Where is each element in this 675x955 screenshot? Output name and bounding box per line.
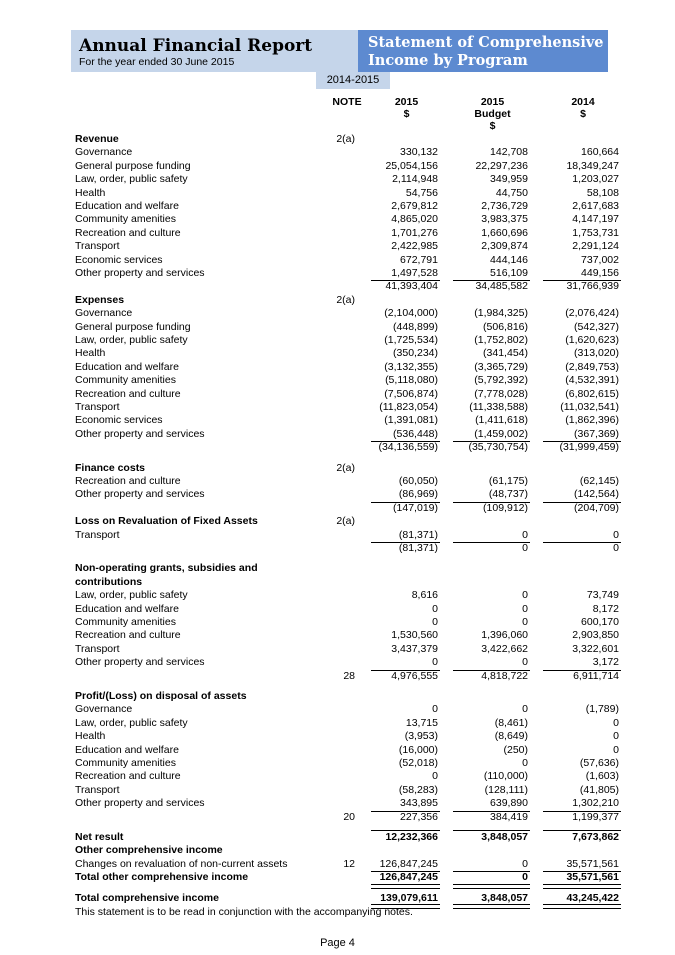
row-value: 1,396,060: [481, 629, 528, 642]
row-value: 3,422,662: [481, 642, 528, 655]
footnote: This statement is to be read in conjunction with the accompanying notes.: [75, 906, 413, 918]
row-value: 0: [432, 602, 438, 615]
row-label: Transport: [75, 642, 120, 655]
row-value: 384,419: [490, 810, 528, 823]
row-value: 1,530,560: [391, 629, 438, 642]
row-value: (86,969): [398, 488, 438, 501]
row-label: Governance: [75, 146, 133, 159]
row-label: Recreation and culture: [75, 387, 181, 400]
row-label: Recreation and culture: [75, 475, 181, 487]
row-value: 2,903,850: [572, 629, 619, 642]
row-value: 31,766,939: [566, 280, 619, 293]
row-label: Transport: [75, 528, 120, 541]
row-note: 28: [343, 669, 355, 682]
row-value: (52,018): [398, 757, 438, 769]
table-row: [0, 502, 675, 515]
report-subtitle: For the year ended 30 June 2015: [79, 56, 235, 68]
row-value: 2,679,812: [391, 200, 438, 212]
row-value: (58,283): [398, 783, 438, 796]
row-value: 0: [613, 528, 619, 541]
table-row: [0, 347, 675, 360]
table-row: [0, 374, 675, 387]
row-label: Health: [75, 730, 106, 743]
row-value: (341,454): [483, 347, 528, 360]
table-row: [0, 254, 675, 267]
row-value: (1,411,618): [475, 414, 528, 427]
table-row: [0, 589, 675, 602]
row-value: 737,002: [581, 253, 619, 266]
row-label: Community amenities: [75, 616, 176, 628]
row-value: 1,497,528: [391, 267, 438, 279]
table-row: [0, 488, 675, 501]
row-label: Transport: [75, 783, 120, 796]
table-row: [0, 643, 675, 656]
row-value: (313,020): [574, 347, 619, 360]
row-value: (350,234): [393, 347, 438, 360]
row-note: 12: [343, 857, 355, 870]
table-row: [0, 603, 675, 616]
row-value: 0: [522, 616, 528, 628]
statement-title-banner: [358, 30, 608, 72]
row-value: (1,725,534): [384, 334, 438, 346]
row-value: 2,291,124: [572, 240, 619, 253]
row-label: Other property and services: [75, 427, 205, 440]
row-label: Net result: [75, 831, 124, 843]
row-value: (11,338,588): [469, 401, 528, 413]
table-row: [0, 334, 675, 347]
row-value: 35,571,561: [566, 857, 619, 870]
statement-title: Statement of Comprehensive Income by Program: [368, 34, 604, 69]
row-value: 0: [522, 528, 528, 541]
table-row: [0, 515, 675, 528]
row-value: (7,778,028): [474, 387, 528, 400]
table-row: [0, 757, 675, 770]
table-row: [0, 280, 675, 293]
row-note: 2(a): [336, 293, 355, 306]
underline: [543, 830, 621, 831]
row-value: (1,984,325): [474, 307, 528, 320]
row-value: 0: [432, 656, 438, 669]
row-value: 0: [613, 716, 619, 729]
row-label: Transport: [75, 401, 120, 413]
page-number: Page 4: [320, 937, 355, 949]
row-value: (11,032,541): [560, 401, 619, 413]
table-row: [0, 542, 675, 555]
table-row: [0, 576, 675, 589]
row-label: Transport: [75, 240, 120, 253]
row-value: 6,911,714: [573, 669, 619, 682]
table-row: [0, 831, 675, 844]
row-label: Recreation and culture: [75, 629, 181, 642]
table-row: [0, 858, 675, 871]
row-value: (2,849,753): [565, 360, 619, 373]
row-label: Other property and services: [75, 488, 205, 501]
table-row: [0, 388, 675, 401]
row-value: 44,750: [495, 186, 528, 199]
row-label: Loss on Revaluation of Fixed Assets: [75, 515, 258, 528]
row-value: (1,862,396): [565, 414, 619, 427]
table-row: [0, 892, 675, 905]
table-row: [0, 797, 675, 810]
row-label: Health: [75, 347, 106, 360]
row-value: 0: [613, 542, 619, 554]
row-label: Community amenities: [75, 757, 176, 769]
row-label: Education and welfare: [75, 360, 179, 373]
double-underline: [543, 884, 621, 889]
row-value: 4,147,197: [572, 213, 619, 226]
table-row: [0, 414, 675, 427]
table-row: [0, 267, 675, 280]
row-label: Governance: [75, 307, 133, 320]
column-2015-year: 2015: [394, 96, 419, 108]
row-label: Education and welfare: [75, 602, 179, 615]
row-value: (31,999,459): [559, 441, 619, 454]
table-row: [0, 146, 675, 159]
row-value: 8,172: [592, 602, 619, 615]
table-row: [0, 703, 675, 716]
table-row: [0, 462, 675, 475]
double-underline: [453, 884, 530, 889]
row-value: 43,245,422: [566, 891, 619, 904]
table-row: [0, 240, 675, 253]
row-value: (81,371): [398, 528, 438, 541]
row-value: (542,327): [574, 320, 619, 333]
column-budget-unit: $: [489, 120, 496, 132]
row-value: 0: [522, 602, 528, 615]
row-value: (48,737): [488, 488, 528, 501]
row-value: (8,649): [494, 730, 528, 743]
row-value: (1,620,623): [565, 334, 619, 346]
row-label: Changes on revaluation of non-current assets: [75, 857, 288, 870]
row-label: Economic services: [75, 253, 163, 266]
row-label: Education and welfare: [75, 743, 179, 756]
note-column-header: NOTE: [332, 96, 362, 108]
table-row: [0, 294, 675, 307]
row-label: Recreation and culture: [75, 226, 181, 239]
row-value: 3,848,057: [481, 891, 528, 904]
row-label: Education and welfare: [75, 200, 179, 212]
row-label: Law, order, public safety: [75, 173, 188, 186]
underline: [371, 830, 440, 831]
table-row: [0, 629, 675, 642]
table-row: [0, 670, 675, 683]
row-value: 0: [522, 871, 528, 884]
row-value: 7,673,862: [572, 831, 619, 843]
column-2015-unit: $: [403, 108, 410, 120]
table-row: [0, 307, 675, 320]
row-value: (3,132,355): [384, 360, 438, 373]
row-value: 73,749: [586, 589, 619, 602]
row-value: (61,175): [488, 475, 528, 487]
table-row: [0, 173, 675, 186]
row-value: 0: [522, 542, 528, 554]
table-row: [0, 187, 675, 200]
row-value: 349,959: [490, 173, 528, 186]
row-label: Expenses: [75, 293, 125, 306]
row-label: Other property and services: [75, 267, 205, 279]
table-row: [0, 441, 675, 454]
row-value: 1,660,696: [481, 226, 528, 239]
column-2015-header: [375, 96, 438, 120]
row-value: 1,701,276: [391, 226, 438, 239]
row-value: (147,019): [393, 501, 438, 514]
row-value: 8,616: [411, 589, 438, 602]
row-value: 0: [432, 703, 438, 716]
table-row: [0, 200, 675, 213]
table-row: [0, 770, 675, 783]
row-value: (1,459,002): [474, 427, 528, 440]
row-value: 1,753,731: [572, 226, 619, 239]
row-label: Other property and services: [75, 656, 205, 669]
row-value: 516,109: [490, 267, 528, 279]
row-value: 18,349,247: [566, 159, 619, 172]
row-value: (5,118,080): [385, 374, 438, 387]
row-label: Economic services: [75, 414, 163, 427]
row-value: (3,953): [404, 730, 438, 743]
row-value: 600,170: [581, 616, 619, 628]
row-value: (60,050): [398, 475, 438, 487]
row-value: (4,532,391): [565, 374, 619, 387]
column-2014-unit: $: [580, 108, 586, 120]
row-value: 0: [432, 770, 438, 783]
row-value: 330,132: [400, 146, 438, 159]
row-label: Other property and services: [75, 797, 205, 810]
row-value: 54,756: [405, 186, 438, 199]
table-row: [0, 690, 675, 703]
row-value: 58,108: [586, 186, 619, 199]
row-value: 4,865,020: [391, 213, 438, 226]
table-row: [0, 616, 675, 629]
row-value: 2,736,729: [481, 200, 528, 212]
row-label: Total other comprehensive income: [75, 871, 249, 884]
row-value: 0: [522, 757, 528, 769]
row-label: Profit/(Loss) on disposal of assets: [75, 690, 247, 702]
row-value: (11,823,054): [379, 401, 438, 413]
row-value: 672,791: [400, 253, 438, 266]
row-value: 0: [522, 857, 528, 870]
column-budget-header: [457, 96, 528, 132]
table-row: [0, 784, 675, 797]
row-label: Recreation and culture: [75, 770, 181, 783]
row-label: Other comprehensive income: [75, 844, 223, 857]
row-value: (6,802,615): [565, 387, 619, 400]
row-value: 35,571,561: [566, 871, 619, 884]
table-row: [0, 656, 675, 669]
report-title: Annual Financial Report: [79, 36, 313, 56]
row-value: 0: [522, 703, 528, 716]
column-2014-header: [547, 96, 619, 120]
row-value: 3,322,601: [572, 642, 619, 655]
row-value: 2,309,874: [481, 240, 528, 253]
row-value: (41,805): [579, 783, 619, 796]
row-value: (7,506,874): [384, 387, 438, 400]
row-value: (142,564): [574, 488, 619, 501]
row-value: (1,752,802): [474, 334, 528, 346]
row-value: 0: [522, 589, 528, 602]
row-value: 2,114,948: [392, 173, 438, 186]
underline: [453, 830, 530, 831]
row-value: 449,156: [581, 267, 619, 279]
row-value: (8,461): [494, 716, 528, 729]
table-row: [0, 529, 675, 542]
row-label: General purpose funding: [75, 159, 191, 172]
row-value: (35,730,754): [468, 441, 528, 454]
row-value: (536,448): [393, 427, 438, 440]
table-row: [0, 213, 675, 226]
row-value: (250): [503, 743, 528, 756]
row-value: 639,890: [490, 797, 528, 810]
table-row: [0, 321, 675, 334]
row-value: (2,104,000): [384, 307, 438, 320]
row-value: 0: [613, 730, 619, 743]
row-label: Law, order, public safety: [75, 716, 188, 729]
table-row: [0, 475, 675, 488]
row-value: (62,145): [579, 475, 619, 487]
column-budget-label: Budget: [474, 108, 511, 120]
column-2014-year: 2014: [571, 96, 595, 108]
row-value: 13,715: [405, 716, 438, 729]
row-value: 1,199,377: [572, 810, 619, 823]
table-row: [0, 133, 675, 146]
double-underline: [543, 904, 621, 909]
row-label: Law, order, public safety: [75, 334, 188, 346]
row-value: (128,111): [484, 783, 528, 796]
row-value: (3,365,729): [474, 360, 528, 373]
row-value: (506,816): [483, 320, 528, 333]
row-value: 444,146: [490, 253, 528, 266]
row-value: (16,000): [398, 743, 438, 756]
column-budget-year: 2015: [480, 96, 505, 108]
row-value: 343,895: [400, 797, 438, 810]
table-row: [0, 811, 675, 824]
row-note: 20: [343, 810, 355, 823]
row-value: 1,302,210: [572, 797, 619, 810]
table-row: [0, 744, 675, 757]
row-label: Revenue: [75, 133, 119, 145]
table-row: [0, 562, 675, 575]
row-value: 126,847,245: [379, 871, 438, 884]
row-value: (57,636): [579, 757, 619, 769]
row-value: 3,848,057: [481, 831, 528, 843]
row-value: 0: [522, 656, 528, 669]
row-value: 4,818,722: [481, 669, 528, 682]
row-value: 34,485,582: [475, 280, 528, 293]
row-value: (204,709): [574, 501, 619, 514]
row-value: (1,603): [585, 770, 619, 783]
row-value: 227,356: [400, 810, 438, 823]
table-row: [0, 428, 675, 441]
row-value: 12,232,366: [385, 831, 438, 843]
row-value: 25,054,156: [385, 159, 438, 172]
row-value: 4,976,555: [391, 669, 438, 682]
table-row: [0, 871, 675, 884]
row-label: contributions: [75, 575, 143, 588]
row-label: Total comprehensive income: [75, 891, 219, 904]
table-row: [0, 717, 675, 730]
table-row: [0, 227, 675, 240]
row-value: 0: [432, 616, 438, 628]
row-note: 2(a): [336, 461, 355, 474]
double-underline: [371, 884, 440, 889]
row-value: (367,369): [574, 427, 619, 440]
row-value: 139,079,611: [380, 891, 438, 904]
row-value: 41,393,404: [385, 280, 438, 293]
row-value: 2,422,985: [391, 240, 438, 253]
row-value: 160,664: [581, 146, 619, 159]
row-label: Governance: [75, 703, 133, 716]
row-label: Finance costs: [75, 461, 146, 474]
row-value: (81,371): [398, 542, 438, 554]
row-label: Non-operating grants, subsidies and: [75, 562, 258, 575]
row-value: (2,076,424): [565, 307, 619, 320]
double-underline: [453, 904, 530, 909]
row-note: 2(a): [336, 515, 355, 528]
row-label: Community amenities: [75, 374, 176, 387]
row-label: Health: [75, 186, 106, 199]
row-value: 2,617,683: [572, 200, 619, 212]
row-value: 126,847,245: [379, 857, 438, 870]
period-label: 2014-2015: [316, 72, 390, 89]
row-value: 3,983,375: [481, 213, 528, 226]
row-value: 3,172: [592, 656, 619, 669]
row-value: 142,708: [490, 146, 528, 159]
table-row: [0, 160, 675, 173]
table-row: [0, 730, 675, 743]
row-value: (5,792,392): [474, 374, 528, 387]
table-row: [0, 401, 675, 414]
row-note: 2(a): [336, 133, 355, 145]
row-value: 1,203,027: [572, 173, 619, 186]
row-value: (1,391,081): [384, 414, 438, 427]
row-value: (448,899): [393, 320, 438, 333]
row-value: (34,136,559): [378, 441, 438, 454]
row-value: (1,789): [585, 703, 619, 716]
row-value: 0: [613, 743, 619, 756]
row-value: 22,297,236: [475, 159, 528, 172]
row-label: General purpose funding: [75, 320, 191, 333]
table-row: [0, 361, 675, 374]
row-value: (109,912): [483, 501, 528, 514]
row-label: Law, order, public safety: [75, 589, 188, 602]
row-label: Community amenities: [75, 213, 176, 226]
table-row: [0, 844, 675, 857]
row-value: 3,437,379: [391, 642, 438, 655]
report-title-banner: [71, 30, 358, 72]
row-value: (110,000): [483, 770, 528, 783]
